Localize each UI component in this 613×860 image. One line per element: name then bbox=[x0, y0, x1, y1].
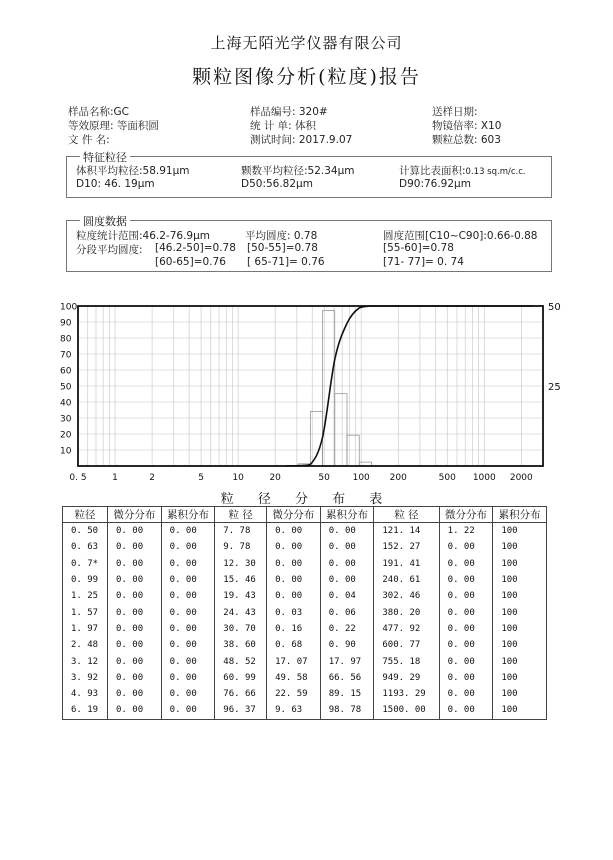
table-cell: 100 bbox=[493, 702, 547, 719]
table-header-cell: 微分分布 bbox=[439, 507, 493, 523]
table-cell: 30. 70 bbox=[215, 621, 267, 637]
table-cell: 60. 99 bbox=[215, 670, 267, 686]
table-cell: 17. 07 bbox=[267, 653, 321, 669]
sample-name: 样品名称:GC bbox=[68, 106, 130, 118]
table-cell: 100 bbox=[493, 572, 547, 588]
table-cell: 0. 00 bbox=[320, 539, 374, 555]
distribution-table-title: 粒 径 分 布 表 bbox=[220, 492, 393, 507]
table-cell: 0. 00 bbox=[108, 572, 162, 588]
statistic-basis: 统 计 单: 体积 bbox=[250, 120, 317, 132]
table-cell: 22. 59 bbox=[267, 686, 321, 702]
table-cell: 0. 00 bbox=[267, 588, 321, 604]
roundness-c-range: 圆度范围[C10~C90]:0.66-0.88 bbox=[383, 230, 538, 242]
table-cell: 0. 00 bbox=[439, 686, 493, 702]
table-cell: 600. 77 bbox=[374, 637, 439, 653]
table-cell: 0. 00 bbox=[108, 621, 162, 637]
x-tick-label: 0. 5 bbox=[69, 473, 87, 483]
ssa-value: 0.13 sq.m/c.c. bbox=[465, 167, 526, 177]
table-cell: 0. 22 bbox=[320, 621, 374, 637]
table-cell: 0. 00 bbox=[108, 653, 162, 669]
table-cell: 0. 04 bbox=[320, 588, 374, 604]
table-cell: 0. 00 bbox=[267, 523, 321, 540]
table-cell: 100 bbox=[493, 523, 547, 540]
table-header-cell: 粒 径 bbox=[374, 507, 439, 523]
table-cell: 0. 99 bbox=[63, 572, 108, 588]
table-cell: 100 bbox=[493, 653, 547, 669]
table-cell: 9. 78 bbox=[215, 539, 267, 555]
table-cell: 0. 00 bbox=[439, 556, 493, 572]
table-cell: 38. 60 bbox=[215, 637, 267, 653]
y-right-tick-label: 25 bbox=[548, 382, 561, 393]
table-header-cell: 粒径 bbox=[63, 507, 108, 523]
roundness-stat-range: 粒度统计范围:46.2-76.9μm bbox=[76, 230, 210, 242]
table-cell: 0. 63 bbox=[63, 539, 108, 555]
x-tick-label: 2000 bbox=[509, 473, 533, 483]
table-cell: 1. 22 bbox=[439, 523, 493, 540]
table-cell: 7. 78 bbox=[215, 523, 267, 540]
table-cell: 0. 00 bbox=[161, 539, 215, 555]
table-cell: 0. 00 bbox=[161, 556, 215, 572]
table-row bbox=[63, 686, 547, 702]
y-left-tick-label: 30 bbox=[60, 414, 72, 425]
d10-value: D10: 46. 19μm bbox=[76, 178, 155, 190]
segment-roundness-4: [60-65]=0.76 bbox=[155, 256, 226, 268]
table-cell: 6. 19 bbox=[63, 702, 108, 719]
table-cell: 0. 00 bbox=[439, 670, 493, 686]
table-cell: 0. 00 bbox=[439, 621, 493, 637]
x-tick-label: 100 bbox=[352, 473, 370, 483]
table-cell: 0. 06 bbox=[320, 604, 374, 620]
table-row bbox=[63, 588, 547, 604]
company-name: 上海无陌光学仪器有限公司 bbox=[210, 34, 403, 52]
table-cell: 0. 00 bbox=[108, 588, 162, 604]
specific-surface-area bbox=[399, 163, 526, 178]
table-cell: 0. 00 bbox=[108, 604, 162, 620]
test-time: 测试时间: 2017.9.07 bbox=[250, 134, 353, 146]
segment-roundness-1: [46.2-50]=0.78 bbox=[155, 242, 236, 254]
table-cell: 191. 41 bbox=[374, 556, 439, 572]
table-cell: 0. 00 bbox=[161, 686, 215, 702]
table-cell: 121. 14 bbox=[374, 523, 439, 540]
table-cell: 1. 57 bbox=[63, 604, 108, 620]
table-row bbox=[63, 653, 547, 669]
table-cell: 0. 00 bbox=[161, 702, 215, 719]
table-cell: 0. 00 bbox=[108, 556, 162, 572]
table-cell: 0. 00 bbox=[161, 637, 215, 653]
table-cell: 96. 37 bbox=[215, 702, 267, 719]
table-cell: 0. 00 bbox=[161, 621, 215, 637]
table-cell: 100 bbox=[493, 539, 547, 555]
y-left-tick-label: 60 bbox=[60, 366, 72, 377]
y-left-tick-label: 80 bbox=[60, 334, 72, 345]
table-cell: 0. 00 bbox=[161, 604, 215, 620]
table-cell: 0. 00 bbox=[161, 523, 215, 540]
x-tick-label: 500 bbox=[438, 473, 456, 483]
y-left-tick-label: 10 bbox=[60, 446, 72, 457]
table-cell: 2. 48 bbox=[63, 637, 108, 653]
segment-roundness-6: [71- 77]= 0. 74 bbox=[383, 256, 464, 268]
table-cell: 1193. 29 bbox=[374, 686, 439, 702]
table-cell: 949. 29 bbox=[374, 670, 439, 686]
segment-roundness-5: [ 65-71]= 0.76 bbox=[247, 256, 325, 268]
table-cell: 1. 25 bbox=[63, 588, 108, 604]
table-cell: 24. 43 bbox=[215, 604, 267, 620]
table-row bbox=[63, 621, 547, 637]
table-cell: 100 bbox=[493, 604, 547, 620]
equivalence-principle: 等效原理: 等面积圆 bbox=[68, 120, 159, 132]
table-cell: 302. 46 bbox=[374, 588, 439, 604]
table-cell: 0. 00 bbox=[439, 653, 493, 669]
feature-size-legend: 特征粒径 bbox=[80, 149, 130, 165]
number-mean-size: 颗数平均粒径:52.34μm bbox=[241, 165, 355, 177]
table-header-cell: 累积分布 bbox=[320, 507, 374, 523]
table-cell: 0. 00 bbox=[108, 670, 162, 686]
y-left-tick-label: 100 bbox=[60, 302, 78, 313]
y-left-tick-label: 70 bbox=[60, 350, 72, 361]
table-cell: 49. 58 bbox=[267, 670, 321, 686]
table-header-cell: 微分分布 bbox=[108, 507, 162, 523]
histogram-bar bbox=[347, 435, 359, 466]
table-row bbox=[63, 523, 547, 540]
table-cell: 76. 66 bbox=[215, 686, 267, 702]
table-cell: 0. 00 bbox=[439, 604, 493, 620]
y-right-tick-label: 50 bbox=[548, 302, 561, 313]
table-cell: 0. 00 bbox=[439, 572, 493, 588]
table-cell: 0. 00 bbox=[108, 702, 162, 719]
ssa-label: 计算比表面积: bbox=[399, 165, 466, 177]
table-header-cell: 累积分布 bbox=[161, 507, 215, 523]
histogram-bar bbox=[335, 394, 347, 466]
table-cell: 100 bbox=[493, 621, 547, 637]
file-name: 文 件 名: bbox=[68, 134, 110, 146]
x-tick-label: 200 bbox=[389, 473, 407, 483]
table-cell: 0. 68 bbox=[267, 637, 321, 653]
segmented-roundness-label: 分段平均圆度: bbox=[76, 244, 143, 256]
table-cell: 0. 00 bbox=[439, 637, 493, 653]
y-left-tick-label: 40 bbox=[60, 398, 72, 409]
table-cell: 152. 27 bbox=[374, 539, 439, 555]
distribution-table bbox=[62, 506, 547, 720]
table-cell: 1500. 00 bbox=[374, 702, 439, 719]
table-cell: 0. 03 bbox=[267, 604, 321, 620]
table-cell: 0. 00 bbox=[320, 523, 374, 540]
table-cell: 0. 00 bbox=[108, 686, 162, 702]
y-left-tick-label: 50 bbox=[60, 382, 72, 393]
table-cell: 0. 00 bbox=[320, 556, 374, 572]
table-cell: 89. 15 bbox=[320, 686, 374, 702]
table-cell: 0. 00 bbox=[108, 539, 162, 555]
x-tick-label: 1 bbox=[112, 473, 118, 483]
table-cell: 0. 00 bbox=[439, 702, 493, 719]
table-row bbox=[63, 702, 547, 719]
table-cell: 0. 00 bbox=[267, 539, 321, 555]
d50-value: D50:56.82μm bbox=[241, 178, 313, 190]
roundness-legend: 圆度数据 bbox=[80, 213, 130, 229]
x-tick-label: 20 bbox=[269, 473, 281, 483]
table-row bbox=[63, 604, 547, 620]
table-cell: 3. 12 bbox=[63, 653, 108, 669]
volume-mean-size: 体积平均粒径:58.91μm bbox=[76, 165, 190, 177]
table-cell: 0. 00 bbox=[108, 523, 162, 540]
average-roundness: 平均圆度: 0.78 bbox=[245, 230, 318, 242]
table-header-cell: 累积分布 bbox=[493, 507, 547, 523]
send-date: 送样日期: bbox=[432, 106, 478, 118]
table-cell: 0. 00 bbox=[161, 572, 215, 588]
sample-number: 样品编号: 320# bbox=[250, 106, 328, 118]
objective-magnification: 物镜倍率: X10 bbox=[432, 120, 502, 132]
table-row bbox=[63, 572, 547, 588]
table-cell: 0. 00 bbox=[439, 539, 493, 555]
table-cell: 100 bbox=[493, 686, 547, 702]
x-tick-label: 1000 bbox=[472, 473, 496, 483]
table-cell: 0. 00 bbox=[161, 670, 215, 686]
table-row bbox=[63, 637, 547, 653]
x-tick-label: 50 bbox=[318, 473, 330, 483]
table-header-cell: 微分分布 bbox=[267, 507, 321, 523]
table-cell: 755. 18 bbox=[374, 653, 439, 669]
segment-roundness-2: [50-55]=0.78 bbox=[247, 242, 318, 254]
table-cell: 0. 00 bbox=[320, 572, 374, 588]
table-cell: 240. 61 bbox=[374, 572, 439, 588]
x-tick-label: 2 bbox=[149, 473, 155, 483]
table-header-cell: 粒 径 bbox=[215, 507, 267, 523]
table-row bbox=[63, 670, 547, 686]
particle-count: 颗粒总数: 603 bbox=[432, 134, 501, 146]
table-cell: 0. 00 bbox=[439, 588, 493, 604]
table-cell: 3. 92 bbox=[63, 670, 108, 686]
table-cell: 100 bbox=[493, 670, 547, 686]
y-left-tick-label: 20 bbox=[60, 430, 72, 441]
table-cell: 0. 00 bbox=[161, 588, 215, 604]
table-cell: 0. 00 bbox=[267, 572, 321, 588]
x-tick-label: 5 bbox=[198, 473, 204, 483]
x-tick-label: 10 bbox=[232, 473, 244, 483]
table-cell: 0. 16 bbox=[267, 621, 321, 637]
table-cell: 48. 52 bbox=[215, 653, 267, 669]
table-cell: 477. 92 bbox=[374, 621, 439, 637]
table-cell: 100 bbox=[493, 556, 547, 572]
table-cell: 100 bbox=[493, 588, 547, 604]
table-cell: 66. 56 bbox=[320, 670, 374, 686]
d90-value: D90:76.92μm bbox=[399, 178, 471, 190]
table-cell: 0. 50 bbox=[63, 523, 108, 540]
segment-roundness-3: [55-60]=0.78 bbox=[383, 242, 454, 254]
table-cell: 100 bbox=[493, 637, 547, 653]
table-cell: 1. 97 bbox=[63, 621, 108, 637]
table-cell: 17. 97 bbox=[320, 653, 374, 669]
table-row bbox=[63, 539, 547, 555]
table-cell: 0. 90 bbox=[320, 637, 374, 653]
table-cell: 98. 78 bbox=[320, 702, 374, 719]
y-left-tick-label: 90 bbox=[60, 318, 72, 329]
table-cell: 0. 00 bbox=[108, 637, 162, 653]
table-cell: 15. 46 bbox=[215, 572, 267, 588]
table-cell: 9. 63 bbox=[267, 702, 321, 719]
table-cell: 12. 30 bbox=[215, 556, 267, 572]
table-cell: 19. 43 bbox=[215, 588, 267, 604]
table-cell: 0. 00 bbox=[161, 653, 215, 669]
report-title: 颗粒图像分析(粒度)报告 bbox=[192, 66, 421, 88]
table-cell: 380. 20 bbox=[374, 604, 439, 620]
table-row bbox=[63, 556, 547, 572]
particle-size-chart bbox=[0, 290, 613, 485]
table-header-row bbox=[63, 507, 547, 523]
table-cell: 0. 7* bbox=[63, 556, 108, 572]
table-cell: 0. 00 bbox=[267, 556, 321, 572]
table-cell: 4. 93 bbox=[63, 686, 108, 702]
